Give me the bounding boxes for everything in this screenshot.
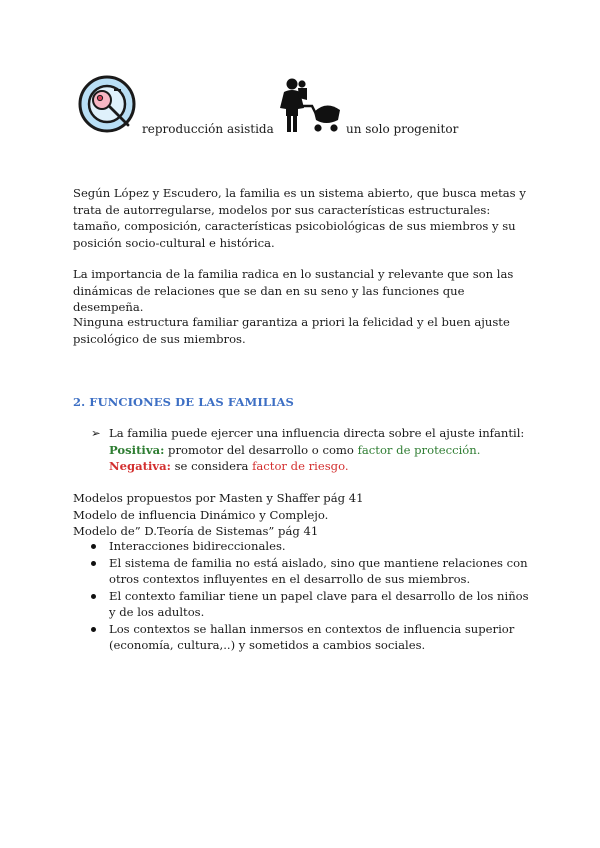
arrow-item-intro: La familia puede ejercer una influencia directa sobre el ajuste infantil:	[109, 426, 525, 440]
caption-single-parent: un solo progenitor	[346, 122, 459, 136]
arrow-bullet-icon: ➢	[91, 426, 101, 440]
paragraph-definition: Según López y Escudero, la familia es un sistema abierto, que busca metas y trata de autorregularse, modelos por sus características estructurales: tamaño, composición, características psicobiológicas de sus miembros y su posición socio-cultural e histórica.	[73, 186, 526, 250]
bullet-dot-icon	[91, 627, 96, 632]
single-parent-icon	[280, 76, 342, 136]
negative-text: se considera	[170, 459, 253, 473]
bullet-item: El sistema de familia no está aislado, sino que mantiene relaciones con otros contextos influyentes en el desarrollo de sus miembros.	[73, 555, 533, 588]
paragraph-no-structure: Ninguna estructura familiar garantiza a priori la felicidad y el buen ajuste psicológico de sus miembros.	[73, 315, 510, 346]
bullet-item: Los contextos se hallan inmersos en contextos de influencia superior (economía, cultura,..) y sometidos a cambios sociales.	[73, 621, 533, 654]
negative-line	[109, 458, 543, 475]
positive-line	[109, 442, 543, 459]
bullet-item: El contexto familiar tiene un papel clave para el desarrollo de los niños y de los adultos.	[73, 588, 533, 621]
ivf-icon	[78, 75, 136, 133]
model-line: Modelo de” D.Teoría de Sistemas” pág 41	[73, 524, 319, 538]
model-line: Modelos propuestos por Masten y Shaffer pág 41	[73, 491, 364, 505]
negative-term: factor de riesgo.	[252, 459, 349, 473]
models-block	[73, 490, 543, 540]
negative-label: Negativa:	[109, 459, 171, 473]
bullet-list	[73, 538, 533, 654]
section-heading: 2. FUNCIONES DE LAS FAMILIAS	[73, 395, 294, 409]
positive-term: factor de protección.	[357, 442, 481, 457]
paragraph-importance: La importancia de la familia radica en lo sustancial y relevante que son las dinámicas de relaciones que se dan en su seno y las funciones que desempeña.	[73, 267, 514, 314]
positive-text: promotor del desarrollo o como	[164, 442, 358, 457]
caption-assisted-reproduction: reproducción asistida	[142, 122, 274, 136]
bullet-item: Interacciones bidireccionales.	[73, 538, 533, 555]
bullet-dot-icon	[91, 594, 96, 599]
arrow-list	[73, 425, 543, 475]
bullet-dot-icon	[91, 561, 96, 566]
arrow-list-item	[73, 425, 543, 475]
model-line: Modelo de influencia Dinámico y Complejo.	[73, 507, 329, 522]
bullet-dot-icon	[91, 544, 96, 549]
positive-label: Positiva:	[109, 442, 165, 457]
